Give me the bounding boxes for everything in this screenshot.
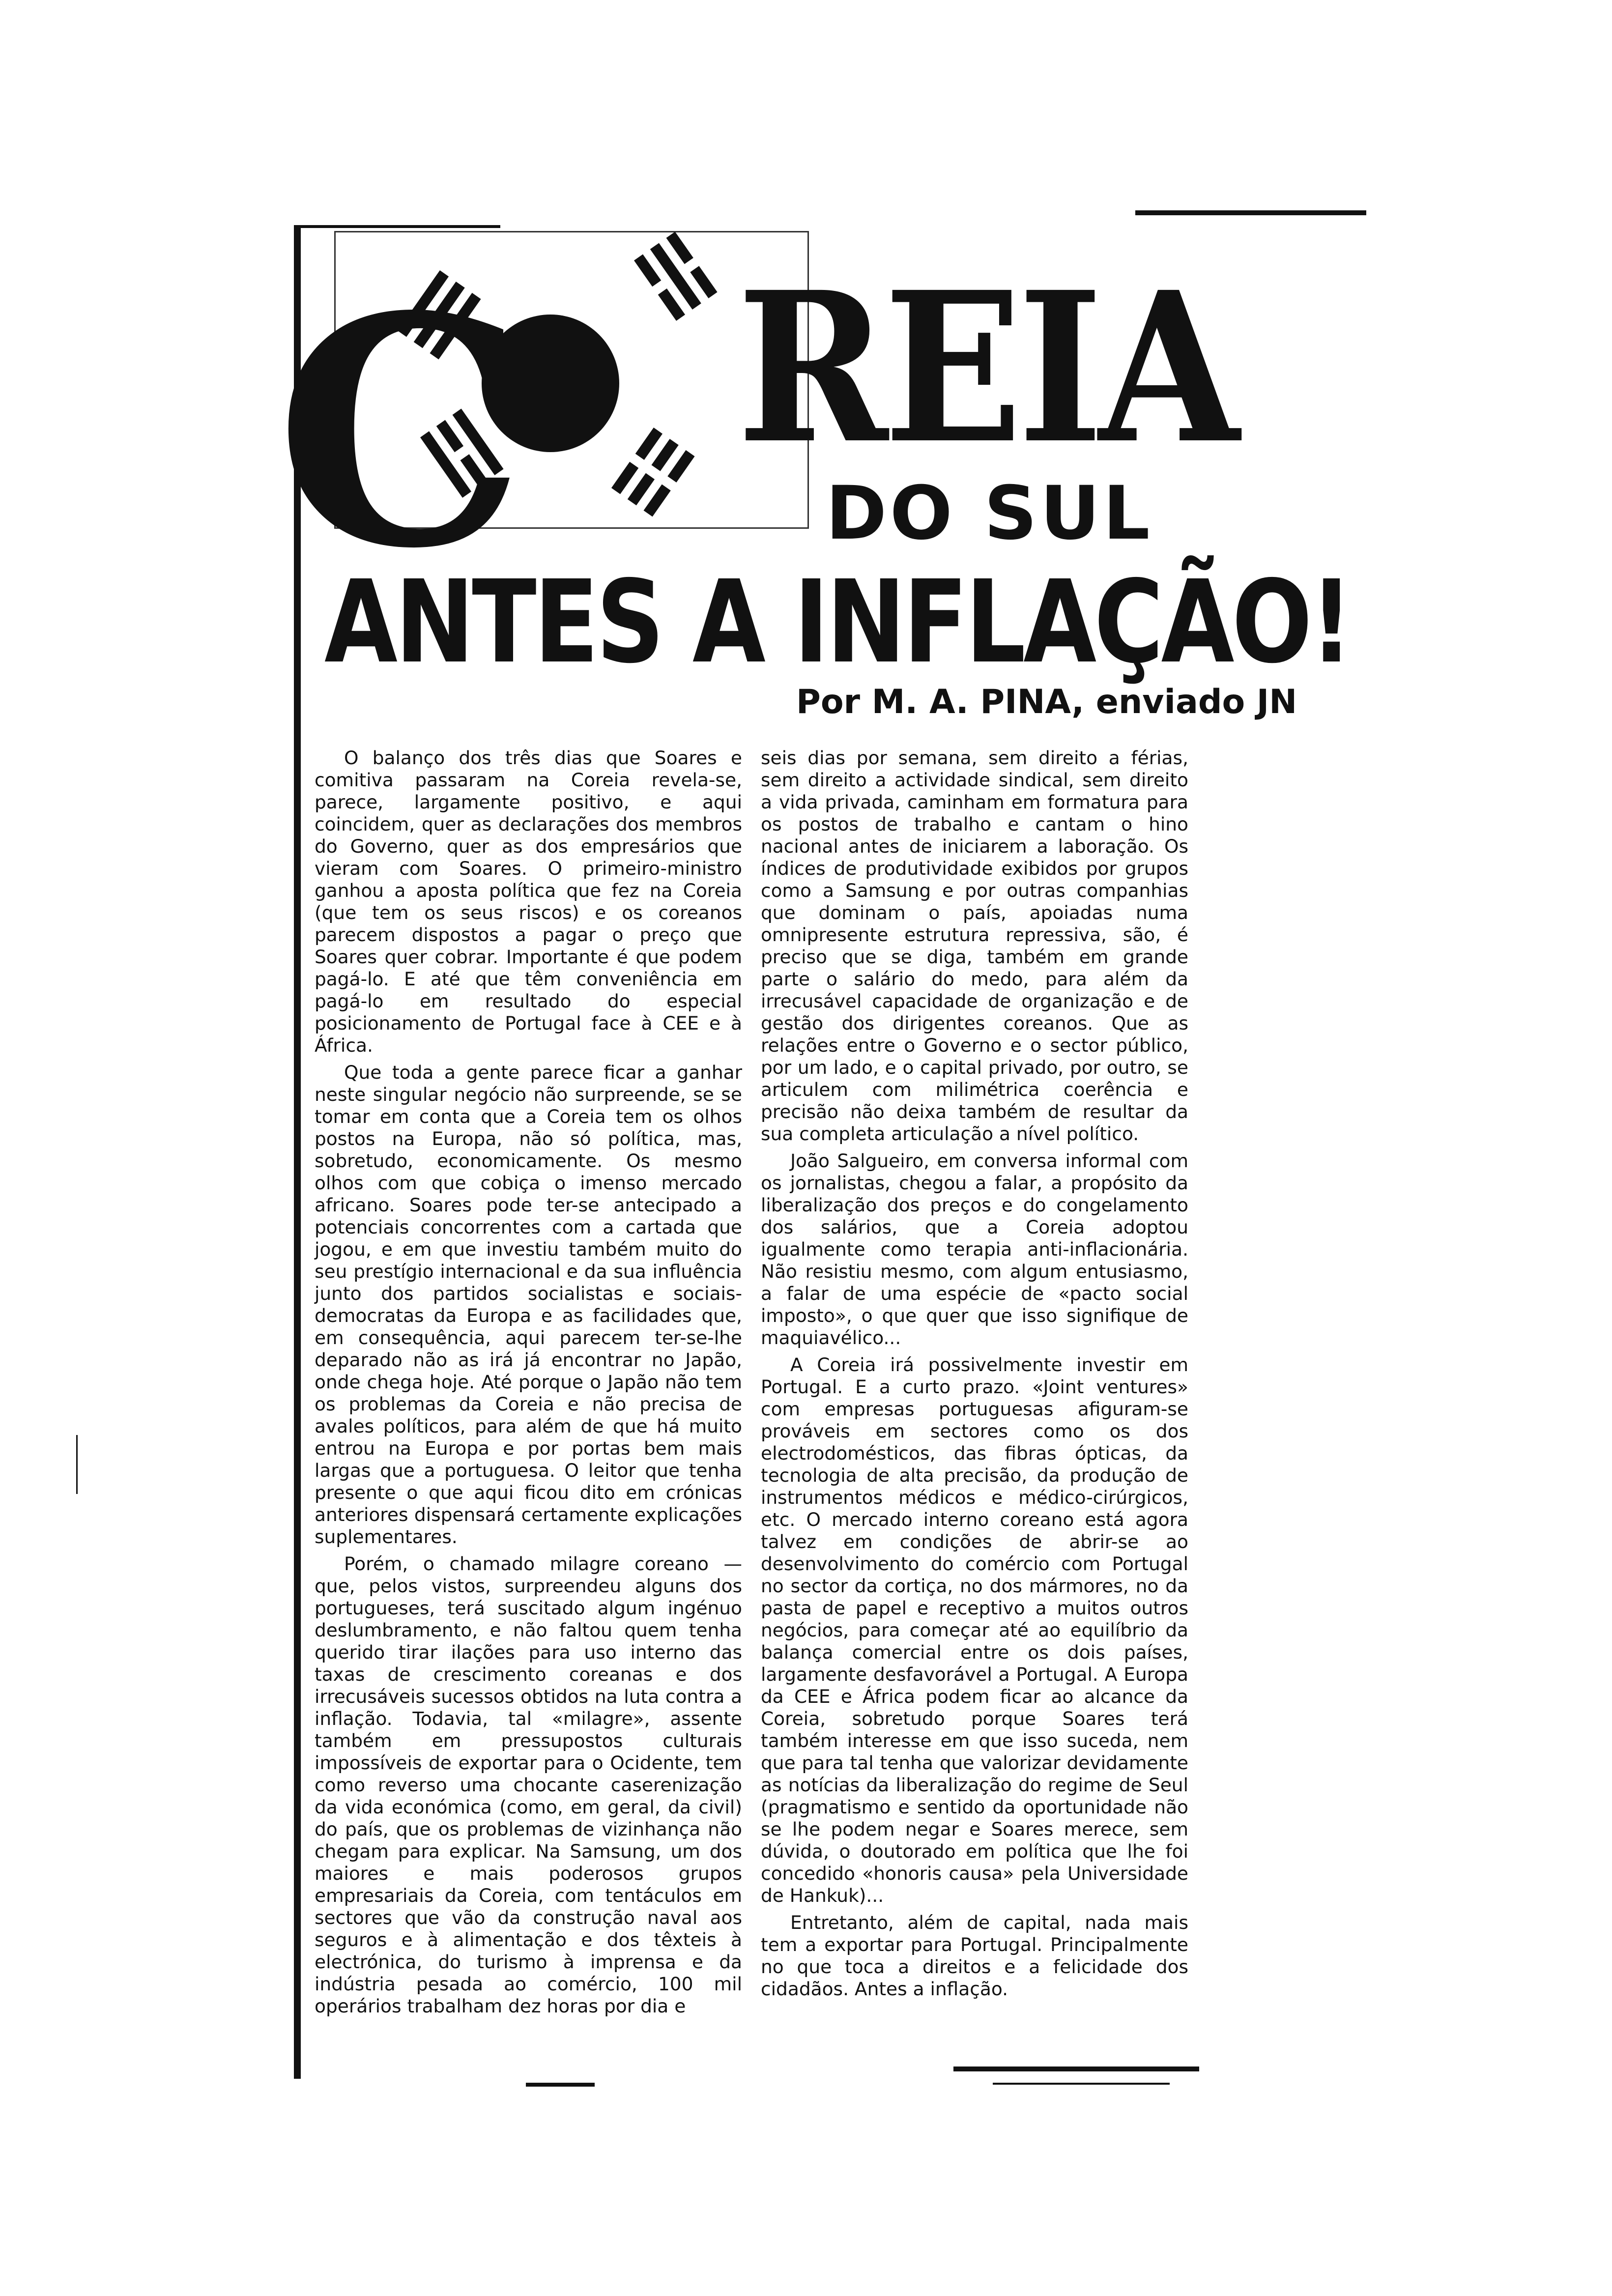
article-right-column xyxy=(761,747,1188,2005)
paragraph: O balanço dos três dias que Soares e comitiva passaram na Coreia revela-se, parece, largamente positivo, e aqui coincidem, quer as declarações dos membros do Governo, quer as dos empresários que vieram com Soares. O primeiro-ministro ganhou a aposta política que fez na Coreia (que tem os seus riscos) e os coreanos parecem dispostos a pagar o preço que Soares quer cobrar. Importante é que podem pagá-lo. E até que têm conveniência em pagá-lo em resultado do especial posicionamento de Portugal face à CEE e à África. xyxy=(315,747,742,1056)
top-left-rule xyxy=(294,225,500,228)
masthead-subtitle: DO SUL xyxy=(826,471,1153,556)
paragraph: João Salgueiro, em conversa informal com os jornalistas, chegou a falar, a propósito da liberalização dos preços e do congelamento dos salários, que a Coreia adoptou igualmente como terapia anti-inflacionária. Não resistiu mesmo, com algum entusiasmo, a falar de uma espécie de «pacto social imposto», o que quer que isso signifique de maquiavélico... xyxy=(761,1150,1188,1349)
article-byline: Por M. A. PINA, enviado JN xyxy=(796,683,1297,721)
paragraph: Porém, o chamado milagre coreano — que, pelos vistos, surpreendeu alguns dos portugueses, terá suscitado algum ingénuo deslumbramento, e não faltou quem tenha querido tirar ilações para uso interno das taxas de crescimento coreanas e dos irrecusáveis sucessos obtidos na luta contra a inflação. Todavia, tal «milagre», assente também em pressupostos culturais impossíveis de exportar para o Ocidente, tem como reverso uma chocante caserenização da vida económica (como, em geral, da civil) do país, que os problemas de vizinhança não chegam para explicar. Na Samsung, um dos maiores e mais poderosos grupos empresariais da Coreia, com tentáculos em sectores que vão da construção naval aos seguros e à alimentação e dos têxteis à electrónica, do turismo à imprensa e da indústria pesada ao comércio, 100 mil operários trabalham dez horas por dia e xyxy=(315,1553,742,2017)
bottom-right-rule xyxy=(953,2066,1199,2071)
article-headline: ANTES A INFLAÇÃO! xyxy=(324,556,1351,689)
article-left-column xyxy=(315,747,742,2022)
paragraph: Que toda a gente parece ficar a ganhar neste singular negócio não surpreende, se se tomar em conta que a Coreia tem os olhos postos na Europa, não só política, mas, sobretudo, economicamente. Os mesmo olhos com que cobiça o imenso mercado africano. Soares pode ter-se antecipado a potenciais concorrentes com a cartada que jogou, e em que investiu também muito do seu prestígio internacional e da sua influência junto dos partidos socialistas e sociais-democratas da Europa e as facilidades que, em consequência, aqui parecem ter-se-lhe deparado não as irá já encontrar no Japão, onde chega hoje. Até porque o Japão não tem os problemas da Coreia e não precisa de avales políticos, para além de que há muito entrou na Europa e por portas bem mais largas que a portuguesa. O leitor que tenha presente o que aqui ficou dito em crónicas anteriores dispensará certamente explicações suplementares. xyxy=(315,1062,742,1548)
margin-tick xyxy=(76,1435,78,1494)
masthead-logo-reia: REIA xyxy=(737,247,1236,489)
bottom-left-rule xyxy=(526,2083,595,2087)
masthead-logo-c: C xyxy=(275,248,526,617)
top-right-rule xyxy=(1135,210,1366,215)
paragraph: Entretanto, além de capital, nada mais tem a exportar para Portugal. Principalmente no que toca a direitos e a felicidade dos cidadãos. Antes a inflação. xyxy=(761,1912,1188,2000)
bottom-right-rule-2 xyxy=(993,2083,1170,2085)
paragraph: A Coreia irá possivelmente investir em Portugal. E a curto prazo. «Joint ventures» com empresas portuguesas afiguram-se prováveis em sectores como os dos electrodomésticos, das fibras ópticas, da tecnologia de alta precisão, da produção de instrumentos médicos e médico-cirúrgicos, etc. O mercado interno coreano está agora talvez em condições de abrir-se ao desenvolvimento do comércio com Portugal no sector da cortiça, no dos mármores, no da pasta de papel e receptivo a muitos outros negócios, para começar até ao equilíbrio da balança comercial entre os dois países, largamente desfavorável a Portugal. A Europa da CEE e África podem ficar ao alcance da Coreia, sobretudo porque Soares terá também interesse em que isso suceda, nem que para tal tenha que valorizar devidamente as notícias da liberalização do regime de Seul (pragmatismo e sentido da oportunidade não se lhe podem negar e Soares merece, sem dúvida, o doutorado em política que lhe foi concedido «honoris causa» pela Universidade de Hankuk)... xyxy=(761,1354,1188,1906)
paragraph: seis dias por semana, sem direito a férias, sem direito a actividade sindical, sem direito a vida privada, caminham em formatura para os postos de trabalho e cantam o hino nacional antes de iniciarem a laboração. Os índices de produtividade exibidos por grupos como a Samsung e por outras companhias que dominam o país, apoiadas numa omnipresente estrutura repressiva, são, é preciso que se diga, também em grande parte o salário do medo, para além da irrecusável capacidade de organização e de gestão dos dirigentes coreanos. Que as relações entre o Governo e o sector público, por um lado, e o capital privado, por outro, se articulem com milimétrica coerência e precisão não deixa também de resultar da sua completa articulação a nível político. xyxy=(761,747,1188,1145)
